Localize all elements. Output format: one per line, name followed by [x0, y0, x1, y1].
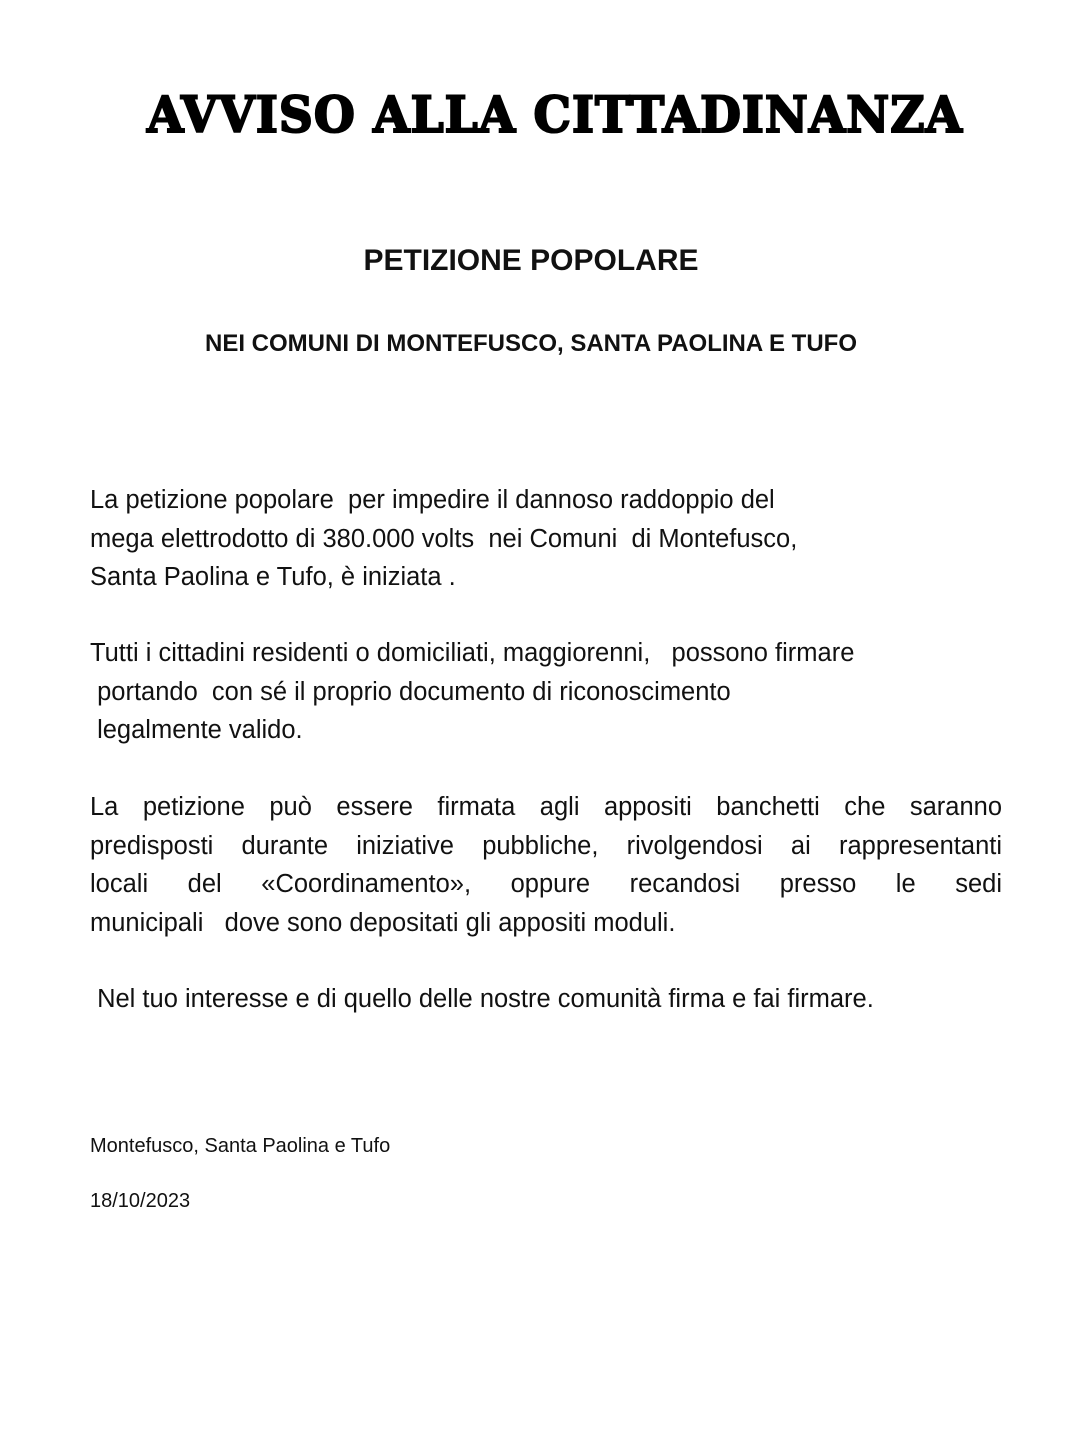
paragraph-call-to-action — [90, 980, 874, 1019]
signature-date: 18/10/2023 — [90, 1190, 191, 1212]
paragraph-petition-started — [90, 481, 797, 597]
notice-title: AVVISO ALLA CITTADINANZA — [146, 86, 964, 145]
signature-place: Montefusco, Santa Paolina e Tufo — [90, 1135, 391, 1157]
paragraph-line: predisposti durante iniziative pubbliche, rivolgendosi ai rappresentanti — [90, 831, 1002, 860]
paragraph-line: municipali dove sono depositati gli appositi moduli. — [90, 908, 676, 937]
paragraph-who-can-sign — [90, 634, 854, 750]
paragraph-line: Santa Paolina e Tufo, è iniziata . — [90, 563, 456, 591]
paragraph-line: La petizione può essere firmata agli appositi banchetti che saranno — [90, 793, 1002, 821]
paragraph-where-to-sign — [90, 788, 1002, 942]
petition-heading: PETIZIONE POPOLARE — [363, 244, 699, 277]
paragraph-line: Nel tuo interesse e di quello delle nostre comunità firma e fai firmare. — [90, 985, 874, 1013]
paragraph-line: locali del «Coordinamento», oppure recandosi presso le sedi — [90, 870, 1002, 898]
paragraph-line: legalmente valido. — [90, 716, 303, 744]
paragraph-line: mega elettrodotto di 380.000 volts nei Comuni di Montefusco, — [90, 524, 798, 553]
paragraph-line: La petizione popolare per impedire il dannoso raddoppio del — [90, 486, 775, 514]
paragraph-line: Tutti i cittadini residenti o domiciliati, maggiorenni, possono firmare — [90, 639, 855, 667]
paragraph-line: portando con sé il proprio documento di riconoscimento — [90, 677, 731, 706]
municipalities-subheading: NEI COMUNI DI MONTEFUSCO, SANTA PAOLINA E TUFO — [205, 330, 857, 357]
